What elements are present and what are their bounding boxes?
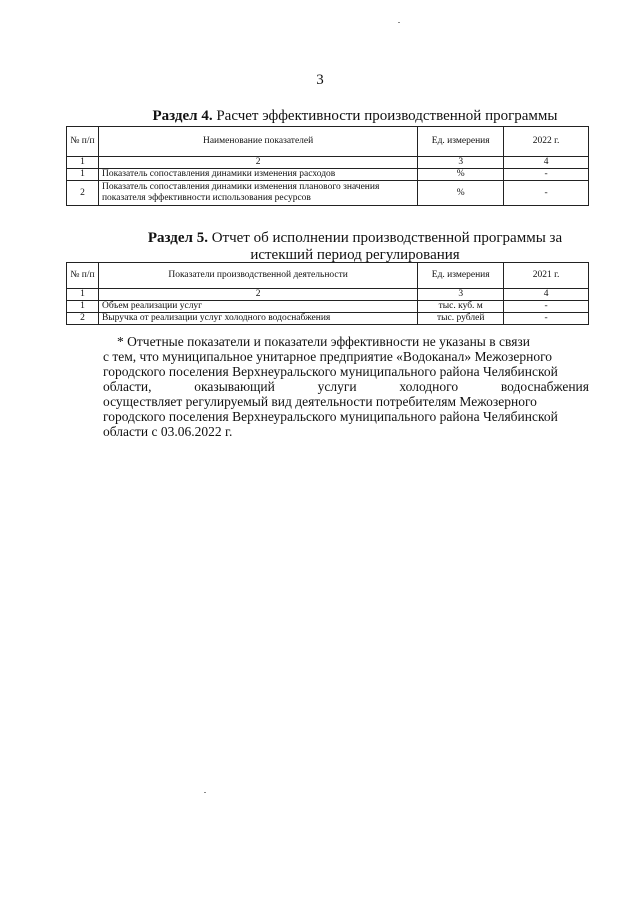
section-5-title xyxy=(120,230,590,264)
row-unit: % xyxy=(418,169,504,181)
table-row xyxy=(67,181,589,206)
scan-speck xyxy=(204,792,206,793)
row-value: - xyxy=(504,301,589,313)
section-5-label: Раздел 5. xyxy=(147,230,208,246)
footnote-line: области, оказывающий услуги холодного водоснабжения xyxy=(103,379,589,394)
index-cell: 1 xyxy=(67,157,99,169)
index-cell: 1 xyxy=(67,289,99,301)
header-year: 2022 г. xyxy=(504,127,589,157)
table-header-row xyxy=(67,127,589,157)
footnote xyxy=(103,334,589,439)
section-4-heading: Расчет эффективности производственной программы xyxy=(212,108,558,124)
table-index-row xyxy=(67,157,589,169)
row-num: 2 xyxy=(67,181,99,206)
footnote-line: области с 03.06.2022 г. xyxy=(103,424,233,439)
table-row xyxy=(67,169,589,181)
table-row xyxy=(67,301,589,313)
header-num: № п/п xyxy=(67,263,99,289)
table-row xyxy=(67,313,589,325)
footnote-line: осуществляет регулируемый вид деятельности потребителям Межозерного xyxy=(103,394,537,409)
row-num: 1 xyxy=(67,301,99,313)
header-name: Наименование показателей xyxy=(98,127,417,157)
table-header-row xyxy=(67,263,589,289)
row-value: - xyxy=(504,313,589,325)
efficiency-table xyxy=(66,126,589,206)
header-unit: Ед. измерения xyxy=(418,127,504,157)
row-value: - xyxy=(504,169,589,181)
table-index-row xyxy=(67,289,589,301)
row-value: - xyxy=(504,181,589,206)
row-num: 1 xyxy=(67,169,99,181)
row-num: 2 xyxy=(67,313,99,325)
footnote-line: с тем, что муниципальное унитарное предприятие «Водоканал» Межозерного xyxy=(103,349,553,364)
index-cell: 4 xyxy=(504,289,589,301)
header-year: 2021 г. xyxy=(504,263,589,289)
row-unit: тыс. куб. м xyxy=(418,301,504,313)
report-table xyxy=(66,262,589,325)
index-cell: 2 xyxy=(98,157,417,169)
row-name: Показатель сопоставления динамики изменения расходов xyxy=(98,169,417,181)
section-4-label: Раздел 4. xyxy=(152,108,213,124)
header-name: Показатели производственной деятельности xyxy=(98,263,417,289)
header-unit: Ед. измерения xyxy=(418,263,504,289)
row-name: Выручка от реализации услуг холодного водоснабжения xyxy=(98,313,417,325)
index-cell: 3 xyxy=(418,289,504,301)
index-cell: 4 xyxy=(504,157,589,169)
index-cell: 2 xyxy=(98,289,417,301)
scan-speck xyxy=(398,22,400,23)
page-number: 3 xyxy=(316,72,324,88)
row-name: Показатель сопоставления динамики изменения планового значения показателя эффективности использования ресурсов xyxy=(98,181,417,206)
header-num: № п/п xyxy=(67,127,99,157)
section-4-title xyxy=(0,108,640,125)
section-5-heading: Отчет об исполнении производственной программы за истекший период регулирования xyxy=(207,230,563,263)
row-unit: тыс. рублей xyxy=(418,313,504,325)
footnote-line: * Отчетные показатели и показатели эффективности не указаны в связи xyxy=(117,334,530,349)
index-cell: 3 xyxy=(418,157,504,169)
row-name: Объем реализации услуг xyxy=(98,301,417,313)
row-unit: % xyxy=(418,181,504,206)
footnote-line: городского поселения Верхнеуральского муниципального района Челябинской xyxy=(103,409,558,424)
footnote-line: городского поселения Верхнеуральского муниципального района Челябинской xyxy=(103,364,558,379)
